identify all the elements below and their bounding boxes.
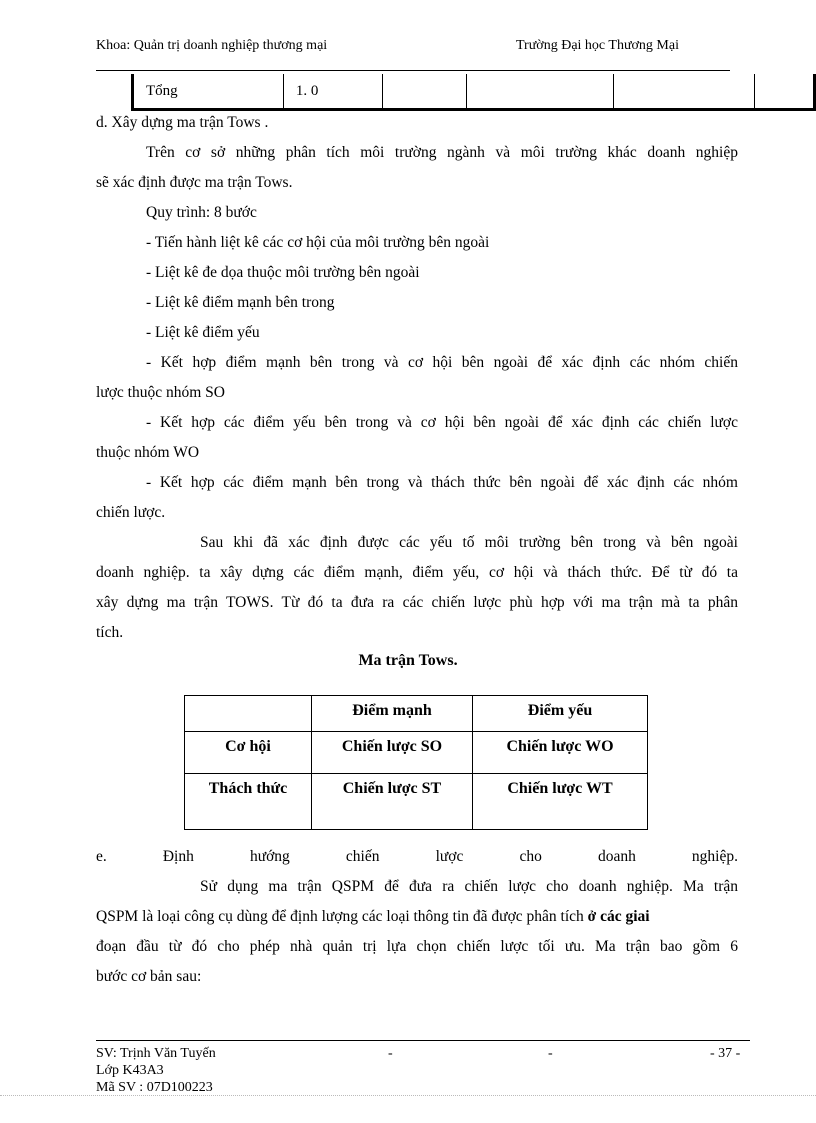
list-item-continuation: lược thuộc nhóm SO xyxy=(96,384,225,401)
paragraph-line xyxy=(96,902,746,932)
list-item: - Kết hợp các điểm mạnh bên trong và thách thức bên ngoài để xác định các nhóm xyxy=(146,474,738,491)
table-header-row xyxy=(185,696,648,732)
table-cell xyxy=(755,74,815,110)
footer-class: Lớp K43A3 xyxy=(96,1063,164,1078)
list-item: - Kết hợp các điểm yếu bên trong và cơ hội bên ngoài để xác định các chiến lược xyxy=(146,414,738,431)
table-row xyxy=(185,732,648,774)
table-cell: Chiến lược WT xyxy=(473,774,648,830)
paragraph-line: Sử dụng ma trận QSPM để đưa ra chiến lược cho doanh nghiệp. Ma trận xyxy=(200,878,738,895)
table-row-header: Thách thức xyxy=(185,774,312,830)
table-cell: Chiến lược ST xyxy=(312,774,473,830)
tows-table-title: Ma trận Tows. xyxy=(358,652,458,669)
table-cell: Chiến lược WO xyxy=(473,732,648,774)
table-cell: Chiến lược SO xyxy=(312,732,473,774)
paragraph-line: doanh nghiệp. ta xây dựng các điểm mạnh, điểm yếu, cơ hội và thách thức. Để từ đó ta xyxy=(96,564,738,581)
section-d-heading: d. Xây dựng ma trận Tows . xyxy=(96,114,269,131)
section-e-heading: e. Định hướng chiến lược cho doanh nghiệp. xyxy=(96,848,738,865)
list-item: - Kết hợp điểm mạnh bên trong và cơ hội bên ngoài để xác định các nhóm chiến xyxy=(146,354,738,371)
paragraph-text: QSPM là loại công cụ dùng để định lượng các loại thông tin đã được phân tích xyxy=(96,908,584,925)
table-header-cell: Điểm mạnh xyxy=(312,696,473,732)
list-item: - Liệt kê điểm yếu xyxy=(146,324,260,341)
list-item: - Liệt kê điểm mạnh bên trong xyxy=(146,294,335,311)
process-label: Quy trình: 8 bước xyxy=(146,204,257,221)
table-header-cell xyxy=(185,696,312,732)
bold-text: ở các giai xyxy=(587,908,650,925)
list-item-continuation: chiến lược. xyxy=(96,504,166,521)
paragraph-line: đoạn đầu từ đó cho phép nhà quản trị lựa chọn chiến lược tối ưu. Ma trận bao gồm 6 xyxy=(96,938,738,955)
list-item: - Liệt kê đe dọa thuộc môi trường bên ngoài xyxy=(146,264,420,281)
table-row xyxy=(133,74,815,110)
paragraph-line: tích. xyxy=(96,624,124,641)
table-cell xyxy=(383,74,467,110)
table-cell xyxy=(467,74,614,110)
paragraph-line: Trên cơ sở những phân tích môi trường ngành và môi trường khác doanh nghiệp xyxy=(146,144,738,161)
header-university: Trường Đại học Thương Mại xyxy=(516,38,679,53)
page-edge xyxy=(0,1095,816,1096)
footer-student-id: Mã SV : 07D100223 xyxy=(96,1080,213,1095)
table-cell: Tổng xyxy=(133,74,284,110)
list-item: - Tiến hành liệt kê các cơ hội của môi trường bên ngoài xyxy=(146,234,490,251)
score-table-total-row xyxy=(131,74,816,111)
footer-separator: - xyxy=(548,1046,553,1061)
paragraph-line: sẽ xác định được ma trận Tows. xyxy=(96,174,293,191)
tows-matrix-table xyxy=(184,695,648,830)
header-rule xyxy=(96,70,730,71)
table-row xyxy=(185,774,648,830)
footer-separator: - xyxy=(388,1046,393,1061)
table-header-cell: Điểm yếu xyxy=(473,696,648,732)
page-number: - 37 - xyxy=(710,1046,741,1061)
header-faculty: Khoa: Quản trị doanh nghiệp thương mại xyxy=(96,38,328,53)
paragraph-line: xây dựng ma trận TOWS. Từ đó ta đưa ra các chiến lược phù hợp với ma trận mà ta phân xyxy=(96,594,738,611)
paragraph-line: bước cơ bản sau: xyxy=(96,968,202,985)
footer-student-name: SV: Trịnh Văn Tuyến xyxy=(96,1046,216,1061)
footer-rule xyxy=(96,1040,750,1041)
paragraph-line: Sau khi đã xác định được các yếu tố môi trường bên trong và bên ngoài xyxy=(200,534,738,551)
table-cell xyxy=(613,74,754,110)
list-item-continuation: thuộc nhóm WO xyxy=(96,444,200,461)
table-row-header: Cơ hội xyxy=(185,732,312,774)
table-cell: 1. 0 xyxy=(283,74,382,110)
